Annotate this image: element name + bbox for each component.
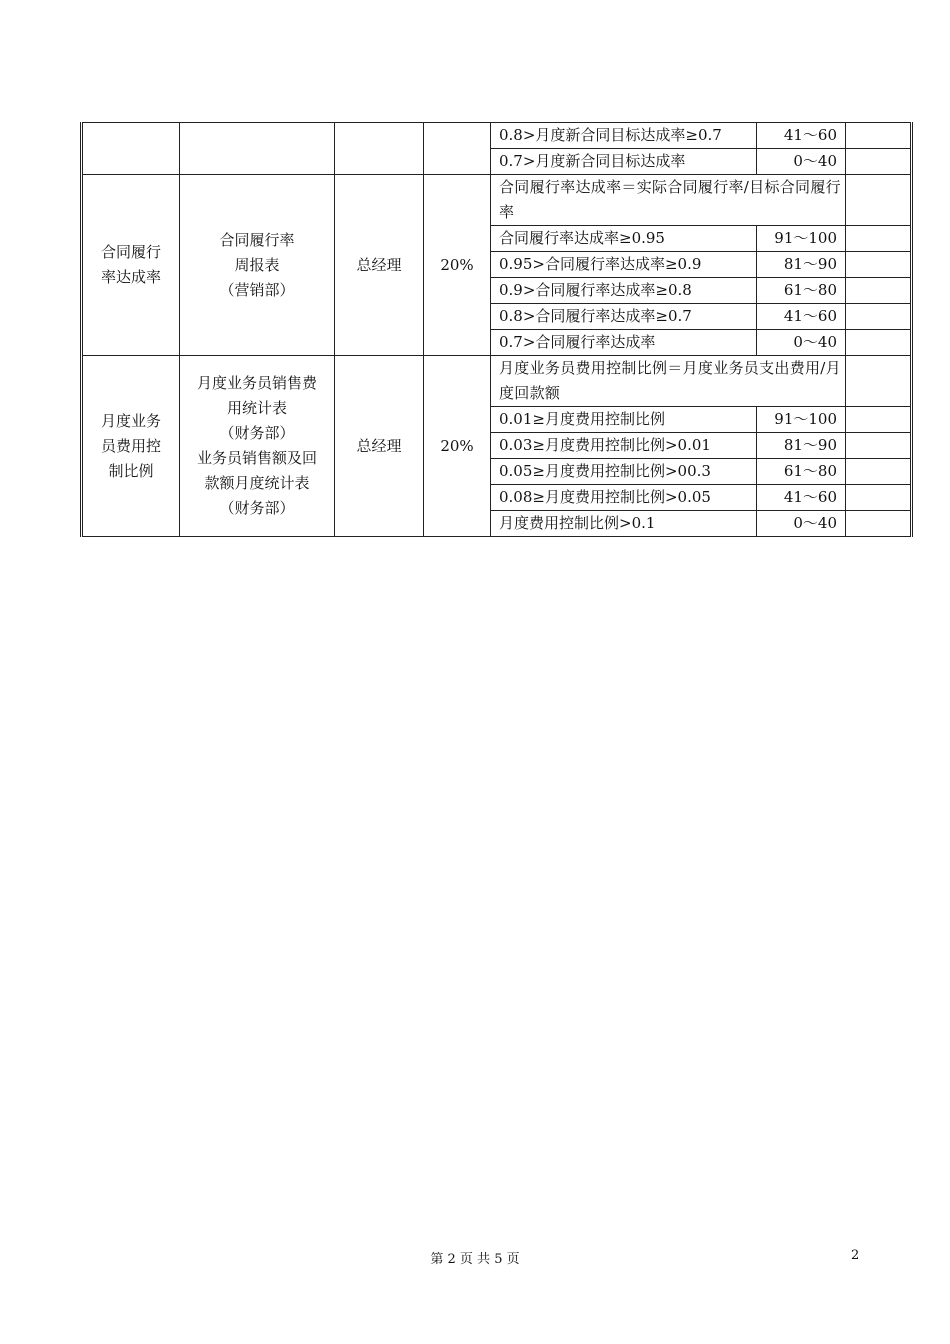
criterion-score: 61～80 <box>757 278 846 304</box>
page-footer-info: 第 2 页 共 5 页 <box>430 1252 520 1267</box>
weight-cell: 20% <box>424 356 491 537</box>
criterion-score: 91～100 <box>757 226 846 252</box>
criterion-score: 61～80 <box>757 459 846 485</box>
criterion-text: 0.7>月度新合同目标达成率 <box>491 149 757 175</box>
table-row <box>82 175 912 226</box>
criterion-text: 0.01≥月度费用控制比例 <box>491 407 757 433</box>
criterion-text: 0.7>合同履行率达成率 <box>491 330 757 356</box>
remark-cell <box>846 226 912 252</box>
criterion-text: 合同履行率达成率≥0.95 <box>491 226 757 252</box>
criterion-score: 41～60 <box>757 485 846 511</box>
source-cell <box>180 175 335 356</box>
criterion-text: 0.03≥月度费用控制比例>0.01 <box>491 433 757 459</box>
table-row <box>82 123 912 149</box>
criterion-text: 0.95>合同履行率达成率≥0.9 <box>491 252 757 278</box>
source-line: （营销部） <box>219 280 295 299</box>
criterion-text: 0.8>合同履行率达成率≥0.7 <box>491 304 757 330</box>
table-row <box>82 356 912 407</box>
source-line: 月度业务员销售费 <box>196 374 317 392</box>
indicator-line: 合同履行 <box>100 243 161 261</box>
criterion-score: 0～40 <box>757 511 846 537</box>
source-line: （财务部） <box>219 424 295 442</box>
indicator-cell <box>82 123 180 175</box>
remark-cell <box>846 356 912 407</box>
assessor-cell <box>335 123 424 175</box>
criterion-score: 41～60 <box>757 304 846 330</box>
assessor-cell: 总经理 <box>335 356 424 537</box>
assessment-table <box>80 122 913 537</box>
source-cell <box>180 356 335 537</box>
criterion-text: 月度费用控制比例>0.1 <box>491 511 757 537</box>
source-cell <box>180 123 335 175</box>
source-line: 用统计表 <box>226 399 287 417</box>
remark-cell <box>846 123 912 149</box>
criterion-score: 0～40 <box>757 149 846 175</box>
criterion-score: 81～90 <box>757 433 846 459</box>
criterion-text: 0.9>合同履行率达成率≥0.8 <box>491 278 757 304</box>
criterion-text: 0.05≥月度费用控制比例>00.3 <box>491 459 757 485</box>
source-line: 业务员销售额及回 <box>196 449 317 467</box>
criterion-score: 91～100 <box>757 407 846 433</box>
source-line: 合同履行率 <box>219 230 295 249</box>
weight-cell <box>424 123 491 175</box>
indicator-cell <box>82 175 180 356</box>
indicator-line: 月度业务 <box>100 411 161 430</box>
criterion-text: 0.08≥月度费用控制比例>0.05 <box>491 485 757 511</box>
remark-cell <box>846 407 912 433</box>
criterion-score: 0～40 <box>757 330 846 356</box>
indicator-line: 率达成率 <box>100 268 161 286</box>
source-line: 周报表 <box>234 255 280 274</box>
formula-cell: 月度业务员费用控制比例＝月度业务员支出费用/月度回款额 <box>491 356 846 407</box>
remark-cell <box>846 175 912 226</box>
remark-cell <box>846 485 912 511</box>
assessor-cell: 总经理 <box>335 175 424 356</box>
criterion-score: 81～90 <box>757 252 846 278</box>
source-line: 款额月度统计表 <box>204 474 310 492</box>
indicator-line: 制比例 <box>108 461 154 480</box>
weight-cell: 20% <box>424 175 491 356</box>
remark-cell <box>846 330 912 356</box>
remark-cell <box>846 252 912 278</box>
formula-cell: 合同履行率达成率＝实际合同履行率/目标合同履行率 <box>491 175 846 226</box>
criterion-score: 41～60 <box>757 123 846 149</box>
indicator-line: 员费用控 <box>100 436 161 455</box>
source-line: （财务部） <box>219 499 295 517</box>
remark-cell <box>846 511 912 537</box>
remark-cell <box>846 149 912 175</box>
remark-cell <box>846 278 912 304</box>
criterion-text: 0.8>月度新合同目标达成率≥0.7 <box>491 123 757 149</box>
remark-cell <box>846 433 912 459</box>
page-number: 2 <box>851 1248 860 1263</box>
indicator-cell <box>82 356 180 537</box>
remark-cell <box>846 459 912 485</box>
remark-cell <box>846 304 912 330</box>
